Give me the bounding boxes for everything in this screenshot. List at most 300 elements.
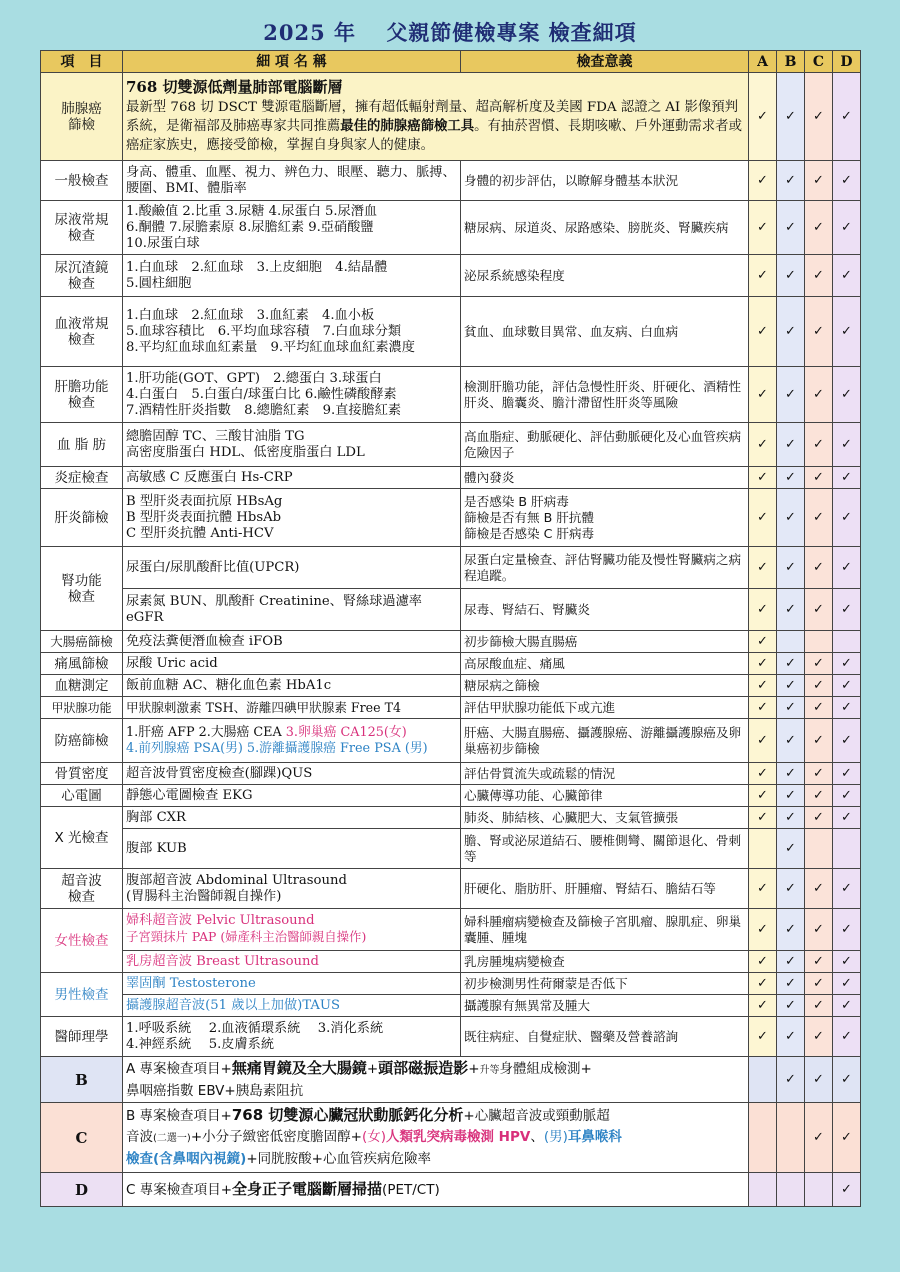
package-c-row xyxy=(41,1103,861,1173)
item-line: 1.白血球 2.紅血球 3.血紅素 4.血小板 xyxy=(126,307,375,323)
check-b: ✓ xyxy=(777,763,805,785)
checkup-table xyxy=(40,50,861,1207)
row-meaning: 肺炎、肺結核、心臟肥大、支氣管擴張 xyxy=(461,807,749,829)
check-b: ✓ xyxy=(777,785,805,807)
check-b: ✓ xyxy=(777,951,805,973)
check-a: ✓ xyxy=(749,951,777,973)
check-a: ✓ xyxy=(749,785,777,807)
check-a: ✓ xyxy=(749,675,777,697)
row-meaning: 糖尿病、尿道炎、尿路感染、膀胱炎、腎臟疾病 xyxy=(461,201,749,255)
row-item: 靜態心電圖檢查 EKG xyxy=(123,785,461,807)
check-b-empty xyxy=(777,1103,805,1173)
row-meaning: 心臟傳導功能、心臟節律 xyxy=(461,785,749,807)
check-d: ✓ xyxy=(833,1017,861,1057)
pkg-ent: 耳鼻喉科 xyxy=(567,1129,622,1145)
check-d: ✓ xyxy=(833,719,861,763)
check-d: ✓ xyxy=(833,467,861,489)
page-frame xyxy=(40,14,860,1258)
check-d: ✓ xyxy=(833,697,861,719)
table-row xyxy=(41,489,861,547)
row-item xyxy=(123,1017,461,1057)
pkg-text: +同胱胺酸+心血管疾病危險率 xyxy=(246,1151,431,1167)
check-d-empty xyxy=(833,829,861,869)
check-b: ✓ xyxy=(777,297,805,367)
pkg-text: +心臟超音波或頸動脈超 xyxy=(463,1108,610,1124)
check-b: ✓ xyxy=(777,1017,805,1057)
check-b: ✓ xyxy=(777,697,805,719)
item-line: 5.圓柱細胞 xyxy=(126,275,192,291)
cat-line: 檢查 xyxy=(68,227,95,244)
check-d-empty xyxy=(833,631,861,653)
pkg-text: 身體組成檢測+ xyxy=(499,1061,592,1077)
check-a: ✓ xyxy=(749,653,777,675)
pkg-bold: 全身正子電腦斷層掃描 xyxy=(232,1180,383,1198)
row-meaning: 膽、腎或泌尿道結石、腰椎側彎、關節退化、骨刺等 xyxy=(461,829,749,869)
package-c-description xyxy=(123,1103,749,1173)
pkg-small: (二選一) xyxy=(153,1133,191,1144)
package-b-description xyxy=(123,1057,749,1103)
row-category: 大腸癌篩檢 xyxy=(41,631,123,653)
check-c: ✓ xyxy=(805,807,833,829)
row-category xyxy=(41,297,123,367)
check-b: ✓ xyxy=(777,547,805,589)
check-c: ✓ xyxy=(805,255,833,297)
row-category xyxy=(41,201,123,255)
check-c: ✓ xyxy=(805,489,833,547)
table-row xyxy=(41,297,861,367)
check-d: ✓ xyxy=(833,1057,861,1103)
header-a: A xyxy=(749,51,777,73)
row-meaning: 身體的初步評估，以瞭解身體基本狀況 xyxy=(461,161,749,201)
cat-line: 篩檢 xyxy=(68,116,95,133)
row-item: 高敏感 C 反應蛋白 Hs-CRP xyxy=(123,467,461,489)
check-a-empty xyxy=(749,829,777,869)
pkg-male: (男) xyxy=(543,1129,568,1145)
row-meaning: 既往病症、自覺症狀、醫藥及營養諮詢 xyxy=(461,1017,749,1057)
table-row xyxy=(41,631,861,653)
check-b: ✓ xyxy=(777,807,805,829)
check-b: ✓ xyxy=(777,829,805,869)
row-meaning: 高血脂症、動脈硬化、評估動脈硬化及心血管疾病危險因子 xyxy=(461,423,749,467)
row-meaning: 肝癌、大腸直腸癌、攝護腺癌、游離攝護腺癌及卵巢癌初步篩檢 xyxy=(461,719,749,763)
check-b-empty xyxy=(777,631,805,653)
check-c: ✓ xyxy=(805,785,833,807)
cat-line: 腎功能 xyxy=(61,572,102,589)
cat-line: 檢查 xyxy=(68,888,95,905)
check-c: ✓ xyxy=(805,1103,833,1173)
check-d: ✓ xyxy=(833,423,861,467)
check-b: ✓ xyxy=(777,1057,805,1103)
check-d: ✓ xyxy=(833,869,861,909)
check-c: ✓ xyxy=(805,367,833,423)
check-a: ✓ xyxy=(749,161,777,201)
table-row xyxy=(41,697,861,719)
cat-line: 尿液常規 xyxy=(54,211,109,228)
check-b-empty xyxy=(777,1173,805,1207)
check-b: ✓ xyxy=(777,73,805,161)
check-a: ✓ xyxy=(749,763,777,785)
check-b: ✓ xyxy=(777,869,805,909)
check-d: ✓ xyxy=(833,489,861,547)
header-detail: 細 項 名 稱 xyxy=(123,51,461,73)
check-c: ✓ xyxy=(805,467,833,489)
cat-line: 檢查 xyxy=(68,588,95,605)
item-line: 1.白血球 2.紅血球 3.上皮細胞 4.結晶體 xyxy=(126,259,388,275)
row-meaning: 貧血、血球數目異常、血友病、白血病 xyxy=(461,297,749,367)
item-line: 腹部超音波 Abdominal Ultrasound xyxy=(126,872,347,888)
pkg-text: C 專案檢查項目+ xyxy=(126,1182,233,1198)
package-d-description xyxy=(123,1173,749,1207)
row-category: 痛風篩檢 xyxy=(41,653,123,675)
pkg-text: A 專案檢查項目+ xyxy=(126,1061,232,1077)
item-line: 6.酮體 7.尿膽素原 8.尿膽紅素 9.亞硝酸鹽 xyxy=(126,219,374,235)
check-a: ✓ xyxy=(749,367,777,423)
pkg-bold: 無痛胃鏡及全大腸鏡 xyxy=(231,1059,367,1077)
pkg-text: +小分子緻密低密度膽固醇+ xyxy=(190,1129,362,1145)
cat-line: 血液常規 xyxy=(54,315,109,332)
check-b: ✓ xyxy=(777,255,805,297)
row-item xyxy=(123,255,461,297)
item-line: (胃腸科主治醫師親自操作) xyxy=(126,888,282,904)
table-row xyxy=(41,785,861,807)
item-ovarian: 3.卵巢癌 CA125(女) xyxy=(285,724,407,740)
check-c: ✓ xyxy=(805,763,833,785)
check-d: ✓ xyxy=(833,201,861,255)
row-item xyxy=(123,201,461,255)
row-category: 醫師理學 xyxy=(41,1017,123,1057)
row-item: 尿酸 Uric acid xyxy=(123,653,461,675)
check-d: ✓ xyxy=(833,1173,861,1207)
header-meaning: 檢查意義 xyxy=(461,51,749,73)
row-item: 乳房超音波 Breast Ultrasound xyxy=(123,951,461,973)
check-b: ✓ xyxy=(777,489,805,547)
table-row xyxy=(41,367,861,423)
check-b: ✓ xyxy=(777,467,805,489)
check-d: ✓ xyxy=(833,675,861,697)
cat-line: 肺腺癌 xyxy=(61,100,102,117)
table-row xyxy=(41,1017,861,1057)
check-a: ✓ xyxy=(749,807,777,829)
check-a: ✓ xyxy=(749,1017,777,1057)
item-prostate: 4.前列腺癌 PSA(男) 5.游離攝護腺癌 Free PSA (男) xyxy=(126,740,428,756)
check-c: ✓ xyxy=(805,697,833,719)
row-meaning: 評估骨質流失或疏鬆的情況 xyxy=(461,763,749,785)
item-line: 10.尿蛋白球 xyxy=(126,235,200,251)
row-category: 男性檢查 xyxy=(41,973,123,1017)
row-category: 炎症檢查 xyxy=(41,467,123,489)
check-c: ✓ xyxy=(805,1017,833,1057)
table-row xyxy=(41,547,861,589)
check-a-empty xyxy=(749,1103,777,1173)
pkg-bold: 768 切雙源心臟冠狀動脈鈣化分析 xyxy=(231,1106,464,1124)
check-c: ✓ xyxy=(805,201,833,255)
cat-line: 檢查 xyxy=(68,394,95,411)
meaning-line: 篩檢是否感染 C 肝病毒 xyxy=(464,525,595,541)
check-d: ✓ xyxy=(833,973,861,995)
row-meaning: 泌尿系統感染程度 xyxy=(461,255,749,297)
header-d: D xyxy=(833,51,861,73)
lung-body-end: 。有抽菸習慣、長期咳嗽、戶外運動需求者或癌症家族史，應接受節檢，掌握自身與家人的健康。 xyxy=(126,119,742,153)
check-c: ✓ xyxy=(805,995,833,1017)
check-d: ✓ xyxy=(833,367,861,423)
row-item xyxy=(123,909,461,951)
row-item: 身高、體重、血壓、視力、辨色力、眼壓、聽力、脈搏、腰圍、BMI、體脂率 xyxy=(123,161,461,201)
row-item: 飯前血糖 AC、糖化血色素 HbA1c xyxy=(123,675,461,697)
meaning-line: 是否感染 B 肝病毒 xyxy=(464,493,569,509)
cat-line: 檢查 xyxy=(68,275,95,292)
check-b: ✓ xyxy=(777,909,805,951)
page-title: 2025 年 父親節健檢專案 檢查細項 xyxy=(263,20,637,45)
table-row xyxy=(41,719,861,763)
check-c: ✓ xyxy=(805,423,833,467)
cat-line: 檢查 xyxy=(68,331,95,348)
check-d: ✓ xyxy=(833,1103,861,1173)
table-row xyxy=(41,589,861,631)
row-item: 超音波骨質密度檢查(腳踝)QUS xyxy=(123,763,461,785)
check-b: ✓ xyxy=(777,973,805,995)
pkg-ent: 檢查(含鼻咽內視鏡) xyxy=(126,1151,247,1167)
check-a: ✓ xyxy=(749,255,777,297)
item-line: 1.呼吸系統 2.血液循環系統 3.消化系統 xyxy=(126,1020,384,1036)
item-line: 1.肝癌 AFP 2.大腸癌 CEA xyxy=(126,724,286,740)
lung-body: 最新型 768 切 DSCT 雙源電腦斷層，擁有超低輻射劑量、超高解析度及美國 FDA 認證之 AI 影像預判系統，是衛福部及肺癌專家共同推薦 xyxy=(126,100,739,134)
pkg-text: 鼻咽癌指數 EBV+胰島素阻抗 xyxy=(126,1083,304,1099)
check-a: ✓ xyxy=(749,631,777,653)
item-line: 總膽固醇 TC、三酸甘油脂 TG xyxy=(126,428,305,444)
table-row xyxy=(41,829,861,869)
check-a: ✓ xyxy=(749,489,777,547)
row-meaning: 初步篩檢大腸直腸癌 xyxy=(461,631,749,653)
row-item: 尿蛋白/尿肌酸酐比值(UPCR) xyxy=(123,547,461,589)
item-line: C 型肝炎抗體 Anti-HCV xyxy=(126,525,274,541)
check-d: ✓ xyxy=(833,161,861,201)
row-item: 甲狀腺刺激素 TSH、游離四碘甲狀腺素 Free T4 xyxy=(123,697,461,719)
item-line: 8.平均紅血球血紅素量 9.平均紅血球血紅素濃度 xyxy=(126,339,415,355)
row-item xyxy=(123,489,461,547)
check-c: ✓ xyxy=(805,675,833,697)
pkg-text: + xyxy=(468,1061,480,1077)
row-category xyxy=(41,367,123,423)
item-line: B 型肝炎表面抗原 HBsAg xyxy=(126,493,283,509)
check-d: ✓ xyxy=(833,763,861,785)
table-row xyxy=(41,951,861,973)
check-a: ✓ xyxy=(749,909,777,951)
row-item: 腹部 KUB xyxy=(123,829,461,869)
check-c: ✓ xyxy=(805,589,833,631)
check-d: ✓ xyxy=(833,995,861,1017)
row-category xyxy=(41,73,123,161)
table-row xyxy=(41,73,861,161)
check-b: ✓ xyxy=(777,201,805,255)
check-b: ✓ xyxy=(777,719,805,763)
check-d: ✓ xyxy=(833,73,861,161)
check-c: ✓ xyxy=(805,909,833,951)
package-c-label: C xyxy=(41,1103,123,1173)
check-b: ✓ xyxy=(777,589,805,631)
meaning-line: 篩檢是否有無 B 肝抗體 xyxy=(464,509,594,525)
cat-line: 超音波 xyxy=(61,872,102,889)
row-meaning: 糖尿病之篩檢 xyxy=(461,675,749,697)
pkg-text: (PET/CT) xyxy=(382,1182,440,1198)
check-a: ✓ xyxy=(749,719,777,763)
check-c: ✓ xyxy=(805,951,833,973)
row-meaning: 攝護腺有無異常及腫大 xyxy=(461,995,749,1017)
lung-bold: 最佳的肺腺癌篩檢工具 xyxy=(340,118,475,134)
check-c: ✓ xyxy=(805,297,833,367)
row-category: 甲狀腺功能 xyxy=(41,697,123,719)
table-row xyxy=(41,423,861,467)
table-row xyxy=(41,675,861,697)
table-row xyxy=(41,807,861,829)
row-category xyxy=(41,255,123,297)
row-item xyxy=(123,367,461,423)
check-b: ✓ xyxy=(777,675,805,697)
lung-headline: 768 切雙源低劑量肺部電腦斷層 xyxy=(126,78,343,96)
table-row xyxy=(41,467,861,489)
check-a-empty xyxy=(749,1173,777,1207)
package-d-label: D xyxy=(41,1173,123,1207)
pkg-hpv: 人類乳突病毒檢測 HPV xyxy=(385,1129,531,1145)
pkg-text: + xyxy=(366,1061,379,1077)
check-d: ✓ xyxy=(833,807,861,829)
cat-line: 肝膽功能 xyxy=(54,378,109,395)
check-a: ✓ xyxy=(749,297,777,367)
row-item xyxy=(123,423,461,467)
row-meaning: 初步檢測男性荷爾蒙是否低下 xyxy=(461,973,749,995)
row-meaning: 評估甲狀腺功能低下或亢進 xyxy=(461,697,749,719)
check-a: ✓ xyxy=(749,73,777,161)
row-category: 血 脂 肪 xyxy=(41,423,123,467)
row-meaning: 檢測肝膽功能，評估急慢性肝炎、肝硬化、酒精性肝炎、膽囊炎、膽汁滯留性肝炎等風險 xyxy=(461,367,749,423)
package-b-label: B xyxy=(41,1057,123,1103)
check-d: ✓ xyxy=(833,297,861,367)
row-meaning xyxy=(461,489,749,547)
table-row xyxy=(41,255,861,297)
item-line: B 型肝炎表面抗體 HbsAb xyxy=(126,509,282,525)
table-row xyxy=(41,653,861,675)
row-item: 尿素氮 BUN、肌酸酐 Creatinine、腎絲球過濾率 eGFR xyxy=(123,589,461,631)
row-item xyxy=(123,719,461,763)
check-c-empty xyxy=(805,829,833,869)
check-a: ✓ xyxy=(749,973,777,995)
check-d: ✓ xyxy=(833,547,861,589)
row-item xyxy=(123,297,461,367)
row-category: X 光檢查 xyxy=(41,807,123,869)
row-category xyxy=(41,547,123,631)
row-meaning: 體內發炎 xyxy=(461,467,749,489)
row-category: 女性檢查 xyxy=(41,909,123,973)
row-meaning: 乳房腫塊病變檢查 xyxy=(461,951,749,973)
pkg-small: 升等 xyxy=(479,1065,500,1076)
check-c: ✓ xyxy=(805,161,833,201)
row-meaning: 高尿酸血症、痛風 xyxy=(461,653,749,675)
row-meaning: 尿蛋白定量檢查、評估腎臟功能及慢性腎臟病之病程追蹤。 xyxy=(461,547,749,589)
check-a-empty xyxy=(749,1057,777,1103)
check-a: ✓ xyxy=(749,869,777,909)
pkg-female: (女) xyxy=(361,1129,386,1145)
row-item xyxy=(123,869,461,909)
table-row xyxy=(41,161,861,201)
row-category: 防癌篩檢 xyxy=(41,719,123,763)
item-line: 1.酸鹼值 2.比重 3.尿糖 4.尿蛋白 5.尿潛血 xyxy=(126,203,378,219)
row-meaning: 尿毒、腎結石、腎臟炎 xyxy=(461,589,749,631)
pkg-text: 、 xyxy=(530,1129,544,1145)
pkg-bold: 頭部磁振造影 xyxy=(378,1059,469,1077)
table-row xyxy=(41,201,861,255)
table-row xyxy=(41,995,861,1017)
check-b: ✓ xyxy=(777,653,805,675)
check-a: ✓ xyxy=(749,589,777,631)
item-line: 4.神經系統 5.皮膚系統 xyxy=(126,1036,275,1052)
check-a: ✓ xyxy=(749,995,777,1017)
check-d: ✓ xyxy=(833,653,861,675)
check-b: ✓ xyxy=(777,423,805,467)
table-row xyxy=(41,869,861,909)
row-meaning: 婦科腫瘤病變檢查及篩檢子宮肌瘤、腺肌症、卵巢囊腫、腫塊 xyxy=(461,909,749,951)
check-c: ✓ xyxy=(805,547,833,589)
check-b: ✓ xyxy=(777,995,805,1017)
check-d: ✓ xyxy=(833,909,861,951)
row-item: 睪固酮 Testosterone xyxy=(123,973,461,995)
header-c: C xyxy=(805,51,833,73)
check-a: ✓ xyxy=(749,423,777,467)
pkg-text: 音波 xyxy=(126,1129,153,1145)
item-line: 子宮頸抹片 PAP (婦產科主治醫師親自操作) xyxy=(126,929,367,944)
check-b: ✓ xyxy=(777,161,805,201)
check-d: ✓ xyxy=(833,255,861,297)
check-a: ✓ xyxy=(749,467,777,489)
package-d-row xyxy=(41,1173,861,1207)
row-item: 免疫法糞便潛血檢查 iFOB xyxy=(123,631,461,653)
item-line: 高密度脂蛋白 HDL、低密度脂蛋白 LDL xyxy=(126,444,365,460)
check-c: ✓ xyxy=(805,719,833,763)
row-category xyxy=(41,869,123,909)
check-a: ✓ xyxy=(749,697,777,719)
check-c: ✓ xyxy=(805,653,833,675)
check-c: ✓ xyxy=(805,73,833,161)
table-row xyxy=(41,973,861,995)
item-line: 7.酒精性肝炎指數 8.總膽紅素 9.直接膽紅素 xyxy=(126,402,402,418)
check-c-empty xyxy=(805,631,833,653)
row-meaning: 肝硬化、脂肪肝、肝腫瘤、腎結石、膽結石等 xyxy=(461,869,749,909)
row-category: 肝炎篩檢 xyxy=(41,489,123,547)
check-c: ✓ xyxy=(805,869,833,909)
item-line: 1.肝功能(GOT、GPT) 2.總蛋白 3.球蛋白 xyxy=(126,370,382,386)
check-c: ✓ xyxy=(805,1057,833,1103)
row-category: 一般檢查 xyxy=(41,161,123,201)
check-d: ✓ xyxy=(833,785,861,807)
lung-description xyxy=(123,73,749,161)
item-line: 5.血球容積比 6.平均血球容積 7.白血球分類 xyxy=(126,323,402,339)
check-c: ✓ xyxy=(805,973,833,995)
table-row xyxy=(41,763,861,785)
row-category: 骨質密度 xyxy=(41,763,123,785)
check-d: ✓ xyxy=(833,951,861,973)
package-b-row xyxy=(41,1057,861,1103)
header-b: B xyxy=(777,51,805,73)
check-b: ✓ xyxy=(777,367,805,423)
check-d: ✓ xyxy=(833,589,861,631)
row-category: 心電圖 xyxy=(41,785,123,807)
header-row xyxy=(41,51,861,73)
item-line: 婦科超音波 Pelvic Ultrasound xyxy=(126,913,315,928)
row-item: 攝護腺超音波(51 歲以上加做)TAUS xyxy=(123,995,461,1017)
check-a: ✓ xyxy=(749,201,777,255)
cat-line: 尿沉渣鏡 xyxy=(54,259,109,276)
item-line: 4.白蛋白 5.白蛋白/球蛋白比 6.鹼性磷酸酵素 xyxy=(126,386,397,402)
header-item: 項 目 xyxy=(41,51,123,73)
row-item: 胸部 CXR xyxy=(123,807,461,829)
